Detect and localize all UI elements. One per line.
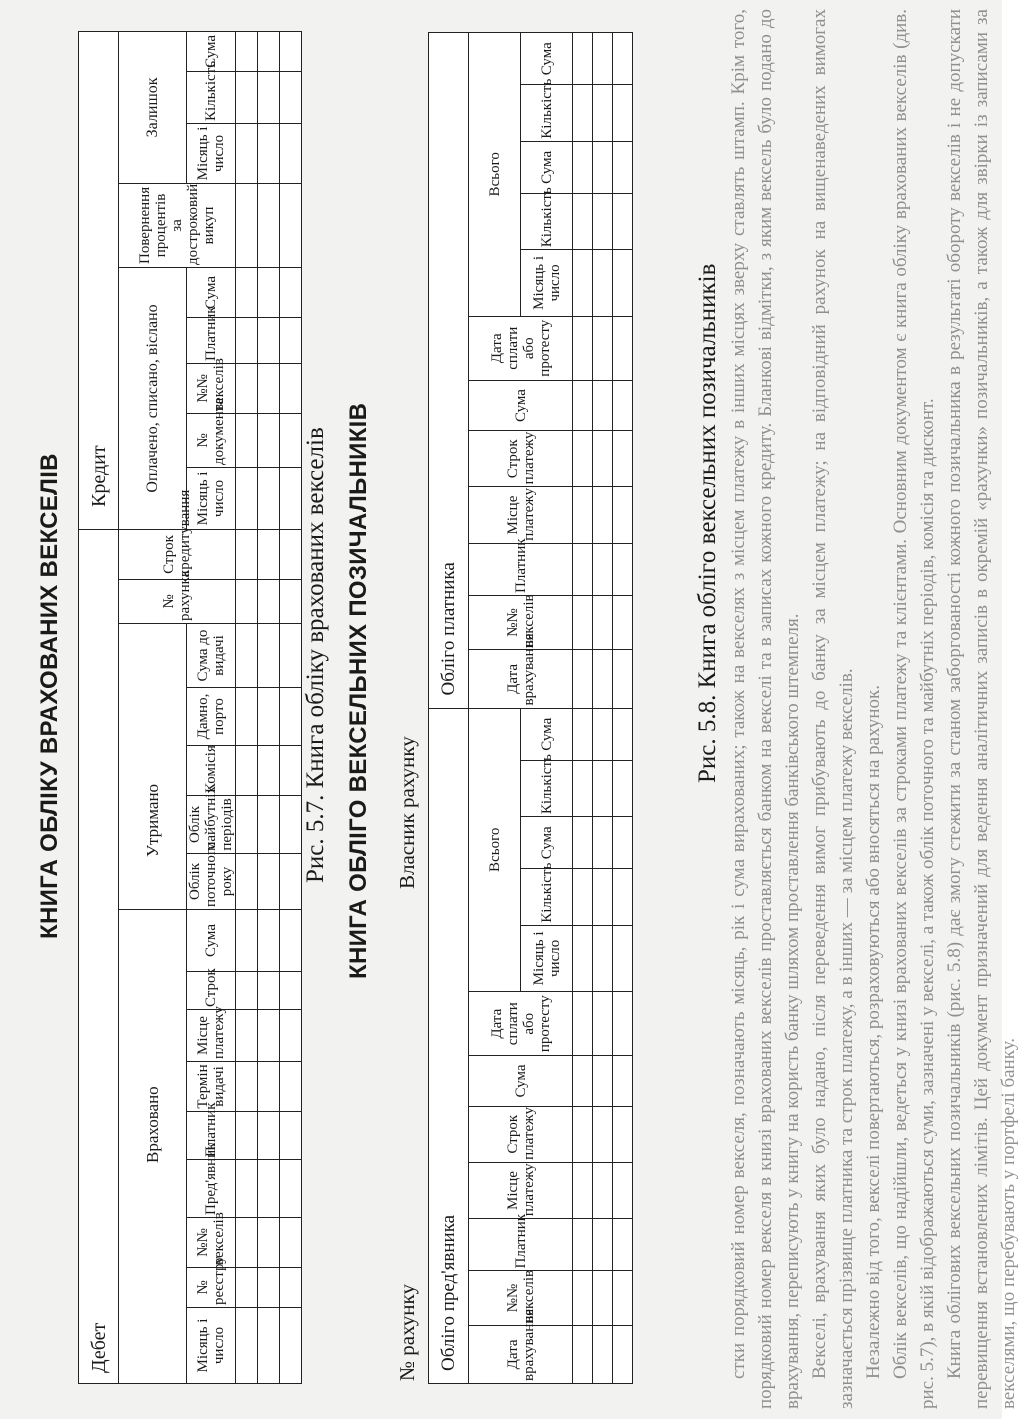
- table-cell[interactable]: [573, 193, 593, 249]
- table-cell[interactable]: [258, 267, 280, 317]
- col-header: Сума: [469, 1056, 573, 1106]
- total-group-header: Всього: [469, 33, 521, 317]
- table-cell[interactable]: [258, 413, 280, 467]
- col-header: Платник: [187, 1112, 236, 1160]
- col-header: Комісія: [187, 746, 236, 796]
- col-header: Облік майбутніх періодів: [187, 796, 236, 854]
- table-cell[interactable]: [280, 1268, 302, 1308]
- table-cell[interactable]: [236, 972, 258, 1010]
- table-cell[interactable]: [280, 1062, 302, 1112]
- table-cell[interactable]: [258, 688, 280, 746]
- table-cell[interactable]: [280, 71, 302, 123]
- table-cell[interactable]: [258, 1160, 280, 1218]
- table-cell[interactable]: [236, 267, 258, 317]
- col-header: Місце платежу: [469, 487, 573, 543]
- table-cell[interactable]: [573, 992, 593, 1056]
- col-header: Місце платежу: [469, 1162, 573, 1218]
- table-cell[interactable]: [613, 708, 633, 760]
- col-header: Місяць і число: [521, 250, 573, 316]
- table-cell[interactable]: [258, 1010, 280, 1062]
- col-header: Сума: [521, 708, 573, 760]
- col-header: Пред'явник: [187, 1160, 236, 1218]
- table-cell[interactable]: [613, 650, 633, 708]
- table-cell[interactable]: [613, 869, 633, 925]
- table-cell[interactable]: [258, 1112, 280, 1160]
- col-header: № реєстру: [187, 1268, 236, 1308]
- col-header: Місяць і число: [187, 1308, 236, 1384]
- table-cell[interactable]: [593, 33, 613, 85]
- table-cell[interactable]: [593, 1271, 613, 1325]
- table-cell[interactable]: [593, 1325, 613, 1383]
- table-cell[interactable]: [280, 972, 302, 1010]
- table-cell[interactable]: [613, 1162, 633, 1218]
- discounted-group-header: Враховано: [119, 910, 187, 1384]
- table-cell[interactable]: [280, 1218, 302, 1268]
- col-header: Повернення процентів за достроковий викуп: [119, 183, 236, 267]
- col-header: Кількість: [187, 71, 236, 123]
- col-header: Сума: [521, 141, 573, 193]
- table-cell[interactable]: [236, 467, 258, 529]
- table-cell[interactable]: [613, 431, 633, 487]
- table-cell[interactable]: [280, 363, 302, 413]
- table-cell[interactable]: [236, 363, 258, 413]
- col-header: Кількість: [521, 193, 573, 249]
- table-cell[interactable]: [236, 1010, 258, 1062]
- table-cell[interactable]: [613, 925, 633, 991]
- table-cell[interactable]: [280, 746, 302, 796]
- table-cell[interactable]: [593, 708, 613, 760]
- table-cell[interactable]: [593, 193, 613, 249]
- table-cell[interactable]: [593, 595, 613, 649]
- table-cell[interactable]: [573, 925, 593, 991]
- col-header: Строк платежу: [469, 1106, 573, 1162]
- table-cell[interactable]: [613, 1219, 633, 1271]
- col-header: Термін видачі: [187, 1062, 236, 1112]
- table-cell[interactable]: [236, 1268, 258, 1308]
- col-header: №№ векселів: [469, 595, 573, 649]
- col-header: Місяць і число: [187, 123, 236, 183]
- table-cell[interactable]: [280, 854, 302, 910]
- table-cell[interactable]: [593, 316, 613, 380]
- figure-5-8-caption: Рис. 5.8. Книга облігo вексельних позичальників: [694, 263, 721, 783]
- table-cell[interactable]: [236, 529, 258, 579]
- body-paragraph: Облік векселів, що надійшли, ведеться у книзі врахованих векселів за строками платежу та клієнтами. Основним документом є книга обліку врахованих векселів (див. рис. 5.7), в якій відображаються суми, зазначені у векселі, а також облік поточного та майбутніх періодів, комісія та дисконт.: [890, 9, 938, 1409]
- table-cell[interactable]: [573, 380, 593, 430]
- table-cell[interactable]: [258, 972, 280, 1010]
- col-header: № рахунка: [119, 580, 236, 624]
- table-cell[interactable]: [236, 1308, 258, 1384]
- table-cell[interactable]: [280, 624, 302, 688]
- col-header: Платник: [469, 543, 573, 595]
- table-cell[interactable]: [613, 992, 633, 1056]
- paid-group-header: Оплачено, списано, віслано: [119, 267, 187, 529]
- table-cell[interactable]: [236, 317, 258, 363]
- table-cell[interactable]: [258, 910, 280, 972]
- table-cell[interactable]: [236, 1112, 258, 1160]
- table-cell[interactable]: [613, 316, 633, 380]
- table-cell[interactable]: [280, 580, 302, 624]
- table-cell[interactable]: [613, 817, 633, 869]
- col-header: Місяць і число: [521, 925, 573, 991]
- credit-header: Кредит: [79, 31, 119, 529]
- col-header: Кількість: [521, 869, 573, 925]
- table-cell[interactable]: [573, 1056, 593, 1106]
- table-cell[interactable]: [236, 688, 258, 746]
- col-header: Сума: [187, 267, 236, 317]
- col-header: №№ векселів: [469, 1271, 573, 1325]
- table-cell[interactable]: [593, 1162, 613, 1218]
- table-cell[interactable]: [236, 123, 258, 183]
- table-cell[interactable]: [613, 1271, 633, 1325]
- table-cell[interactable]: [593, 487, 613, 543]
- table-cell[interactable]: [573, 650, 593, 708]
- table-cell[interactable]: [258, 71, 280, 123]
- table-cell[interactable]: [280, 31, 302, 71]
- table-cell[interactable]: [573, 141, 593, 193]
- table-cell[interactable]: [613, 543, 633, 595]
- discounted-bills-ledger-table: [78, 31, 302, 1384]
- table-cell[interactable]: [236, 183, 258, 267]
- table-cell[interactable]: [258, 746, 280, 796]
- table-cell[interactable]: [236, 71, 258, 123]
- table-cell[interactable]: [236, 580, 258, 624]
- table-cell[interactable]: [613, 487, 633, 543]
- table-cell[interactable]: [236, 413, 258, 467]
- table-cell[interactable]: [236, 1062, 258, 1112]
- table-cell[interactable]: [573, 1271, 593, 1325]
- account-owner-label: Власник рахунку: [395, 736, 419, 889]
- table-cell[interactable]: [236, 31, 258, 71]
- table-cell[interactable]: [593, 992, 613, 1056]
- table-cell[interactable]: [573, 316, 593, 380]
- table-cell[interactable]: [593, 543, 613, 595]
- table-cell[interactable]: [280, 267, 302, 317]
- body-paragraph: Книга облігових вексельних позичальників (рис. 5.8) дає змогу стежити за станом заборгованості кожного позичальника в результаті обороту векселів і не допускати перевищення встановлених лімітів. Цей документ призначений для ведення аналітичних записів в окремій «рахунки» позичальників, а також для звірки із записами за векселями, що перебувають у портфелі банку.: [944, 9, 1019, 1409]
- table58-title: КНИГА ОБЛІГО ВЕКСЕЛЬНИХ ПОЗИЧАЛЬНИКІВ: [345, 402, 372, 979]
- table-cell[interactable]: [258, 1062, 280, 1112]
- table-cell[interactable]: [573, 1219, 593, 1271]
- table-cell[interactable]: [593, 250, 613, 316]
- table-cell[interactable]: [573, 760, 593, 816]
- table-cell[interactable]: [258, 1268, 280, 1308]
- table-cell[interactable]: [573, 487, 593, 543]
- col-header: Дамно, порто: [187, 688, 236, 746]
- table-cell[interactable]: [613, 380, 633, 430]
- col-header: №№ векселів: [187, 363, 236, 413]
- table-cell[interactable]: [258, 183, 280, 267]
- col-header: Місяць і число: [187, 467, 236, 529]
- figure-5-7-caption: Рис. 5.7. Книга обліку врахованих векселів: [302, 427, 329, 883]
- table-cell[interactable]: [573, 1325, 593, 1383]
- col-header: Сума: [469, 380, 573, 430]
- table-cell[interactable]: [613, 33, 633, 85]
- table-cell[interactable]: [613, 141, 633, 193]
- table-cell[interactable]: [613, 250, 633, 316]
- table-cell[interactable]: [613, 1325, 633, 1383]
- table-cell[interactable]: [593, 1056, 613, 1106]
- col-header: Кількість: [521, 760, 573, 816]
- table-cell[interactable]: [573, 708, 593, 760]
- table-cell[interactable]: [236, 1160, 258, 1218]
- body-paragraph: Незалежно від того, векселі повертаються, розраховуються або вносяться на рахунок.: [863, 684, 884, 1379]
- col-header: Сума: [521, 817, 573, 869]
- body-paragraph: Векселі, врахування яких було надано, після переведення вимог прибувають до банку за місцем платежу; на відповідний рахунок на вищенаведених вимогах зазначається прізвище платника та строк платежу, а в інших — за місцем платежу векселів.: [809, 9, 857, 1409]
- table-cell[interactable]: [280, 529, 302, 579]
- table-cell[interactable]: [280, 123, 302, 183]
- table-cell[interactable]: [593, 650, 613, 708]
- col-header: Сума до видачі: [187, 624, 236, 688]
- table-cell[interactable]: [573, 1106, 593, 1162]
- table-cell[interactable]: [280, 1010, 302, 1062]
- table-cell[interactable]: [593, 1219, 613, 1271]
- table-cell[interactable]: [258, 31, 280, 71]
- withheld-group-header: Утримано: [119, 624, 187, 910]
- table-cell[interactable]: [258, 854, 280, 910]
- bill-borrowers-obligo-table: [428, 32, 633, 1384]
- table-cell[interactable]: [593, 869, 613, 925]
- table-cell[interactable]: [593, 817, 613, 869]
- table-cell[interactable]: [573, 85, 593, 141]
- table-cell[interactable]: [573, 431, 593, 487]
- table-cell[interactable]: [573, 250, 593, 316]
- table-cell[interactable]: [258, 580, 280, 624]
- table-cell[interactable]: [593, 1106, 613, 1162]
- table-cell[interactable]: [258, 317, 280, 363]
- table-cell[interactable]: [613, 760, 633, 816]
- table-cell[interactable]: [593, 760, 613, 816]
- presenter-obligo-header: Облігo пред'явника: [429, 708, 469, 1383]
- table-cell[interactable]: [573, 595, 593, 649]
- table-cell[interactable]: [280, 413, 302, 467]
- table-cell[interactable]: [258, 1308, 280, 1384]
- table-cell[interactable]: [258, 363, 280, 413]
- table-cell[interactable]: [593, 85, 613, 141]
- table-cell[interactable]: [280, 317, 302, 363]
- table-cell[interactable]: [258, 1218, 280, 1268]
- body-paragraph: стки порядковий номер векселя, позначають місяць, рік і сума вирахованих; також на векселях з місцем платежу в інших місцях зверху ставлять штамп. Крім того, порядковий номер векселя в книзі врахованих векселів проставляється банком на векселі та в записах кожного кредиту. Бланкові відмітки, з яким вексель було подано до врахування, переписують у книгу на користь банку шляхом проставлення банківського штемпеля.: [728, 9, 803, 1409]
- col-header: Дата врахування: [469, 650, 573, 708]
- table57-title: КНИГА ОБЛІКУ ВРАХОВАНИХ ВЕКСЕЛІВ: [36, 453, 63, 939]
- table-cell[interactable]: [280, 1160, 302, 1218]
- table-cell[interactable]: [573, 1162, 593, 1218]
- col-header: Облік поточного року: [187, 854, 236, 910]
- body-text: [725, 9, 1019, 1409]
- table-cell[interactable]: [236, 746, 258, 796]
- table-cell[interactable]: [593, 431, 613, 487]
- payer-obligo-header: Облігo платника: [429, 33, 469, 709]
- col-header: Дата сплати або протесту: [469, 992, 573, 1056]
- table-cell[interactable]: [280, 688, 302, 746]
- table-cell[interactable]: [573, 543, 593, 595]
- table-cell[interactable]: [613, 595, 633, 649]
- table-cell[interactable]: [236, 854, 258, 910]
- table-cell[interactable]: [236, 624, 258, 688]
- table-cell[interactable]: [280, 1308, 302, 1384]
- col-header: №№ векселів: [187, 1218, 236, 1268]
- col-header: № документа: [187, 413, 236, 467]
- col-header: Дата врахування: [469, 1325, 573, 1383]
- table-cell[interactable]: [593, 925, 613, 991]
- account-number-label: № рахунку: [395, 1284, 419, 1381]
- table-cell[interactable]: [258, 467, 280, 529]
- col-header: Місце платежу: [187, 1010, 236, 1062]
- table-cell[interactable]: [258, 796, 280, 854]
- table-cell[interactable]: [280, 910, 302, 972]
- col-header: Платник: [187, 317, 236, 363]
- table-cell[interactable]: [280, 183, 302, 267]
- col-header: Строк платежу: [469, 431, 573, 487]
- table-cell[interactable]: [236, 796, 258, 854]
- table-cell[interactable]: [573, 33, 593, 85]
- table-cell[interactable]: [593, 141, 613, 193]
- table-cell[interactable]: [280, 796, 302, 854]
- col-header: Дата сплати або протесту: [469, 316, 573, 380]
- table-cell[interactable]: [613, 85, 633, 141]
- col-header: Сума: [521, 33, 573, 85]
- total-group-header: Всього: [469, 708, 521, 992]
- table-cell[interactable]: [236, 910, 258, 972]
- table-cell[interactable]: [573, 869, 593, 925]
- table-cell[interactable]: [593, 380, 613, 430]
- table-cell[interactable]: [236, 1218, 258, 1268]
- col-header: Платник: [469, 1219, 573, 1271]
- table-cell[interactable]: [613, 193, 633, 249]
- table-cell[interactable]: [258, 624, 280, 688]
- table-cell[interactable]: [258, 529, 280, 579]
- col-header: Кількість: [521, 85, 573, 141]
- col-header: Сума: [187, 910, 236, 972]
- col-header: Строк кредитування: [119, 529, 236, 579]
- table-cell[interactable]: [258, 123, 280, 183]
- table-cell[interactable]: [613, 1106, 633, 1162]
- balance-group-header: Залишок: [119, 31, 187, 183]
- col-header: Сума: [187, 31, 236, 71]
- table-cell[interactable]: [613, 1056, 633, 1106]
- table-cell[interactable]: [280, 1112, 302, 1160]
- table-cell[interactable]: [280, 467, 302, 529]
- table-cell[interactable]: [573, 817, 593, 869]
- col-header: Строк: [187, 972, 236, 1010]
- debit-header: Дебет: [79, 529, 119, 1383]
